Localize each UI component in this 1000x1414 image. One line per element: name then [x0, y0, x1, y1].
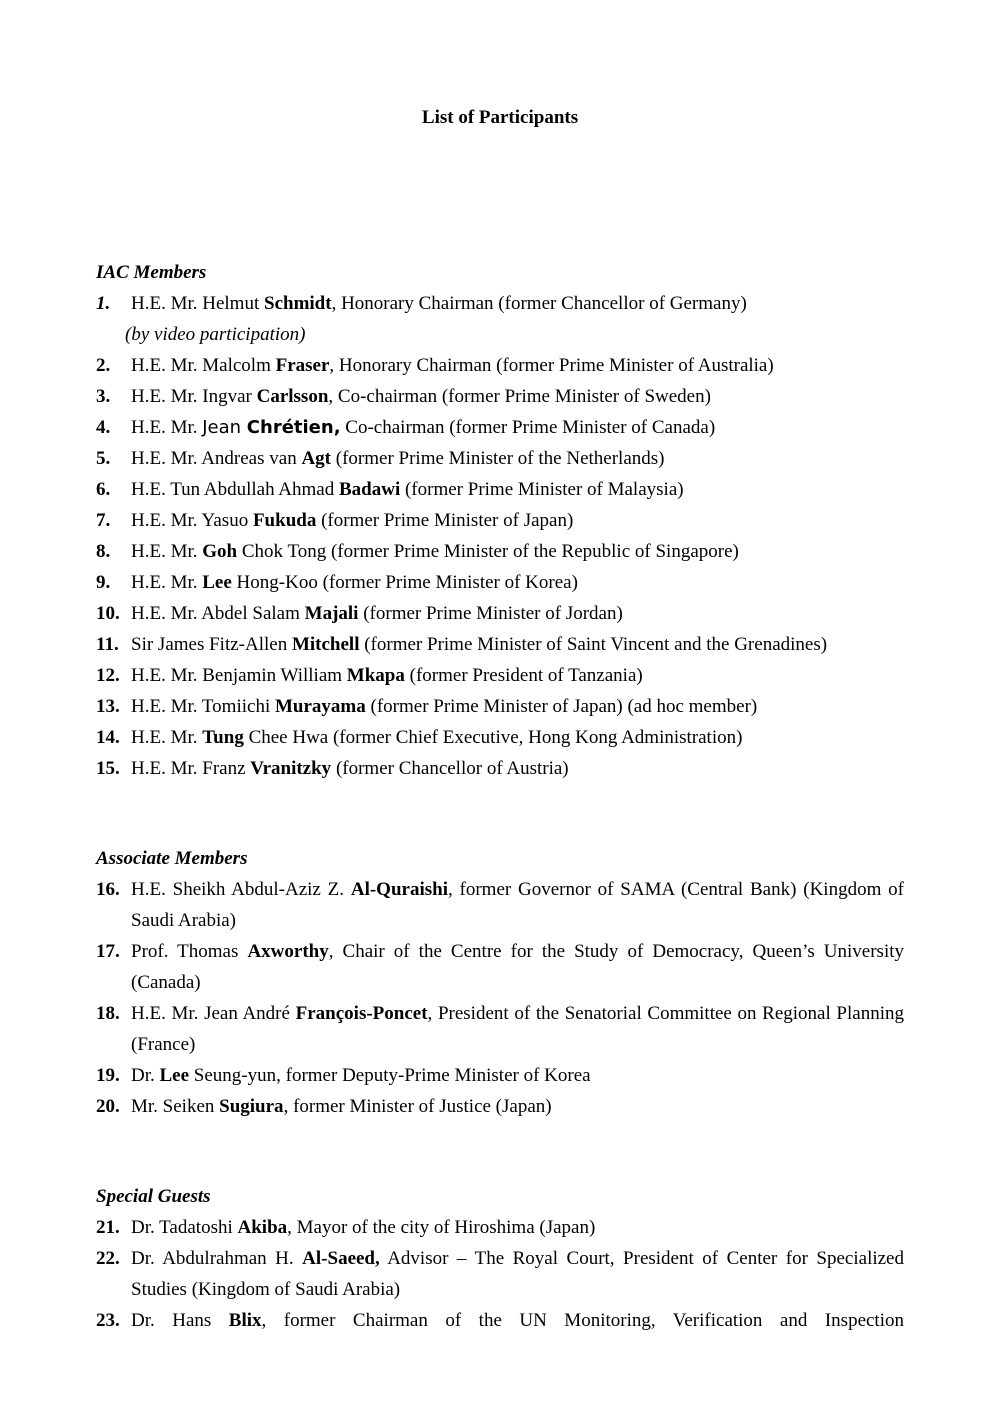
section-special-guests: [96, 1181, 904, 1336]
item-number: 11.: [96, 634, 119, 655]
surname: Lee: [202, 572, 232, 593]
list-item: [96, 598, 904, 629]
surname: Al-Saeed,: [302, 1248, 380, 1269]
list-item: [96, 660, 904, 691]
item-text: Sir James Fitz-Allen Mitchell (former Prime Minister of Saint Vincent and the Grenadines): [131, 634, 828, 655]
section-associate-members: [96, 843, 904, 1122]
list-item: [96, 1305, 904, 1336]
item-text: H.E. Mr. Malcolm Fraser, Honorary Chairman (former Prime Minister of Australia): [131, 355, 774, 376]
surname: Sugiura: [219, 1096, 284, 1117]
surname: Tung: [202, 727, 244, 748]
item-number: 16.: [96, 879, 120, 900]
participant-list: [96, 1212, 904, 1336]
item-text: H.E. Mr. Yasuo Fukuda (former Prime Minister of Japan): [131, 510, 574, 531]
given-name: Jean: [202, 417, 247, 438]
item-text: H.E. Mr. Ingvar Carlsson, Co-chairman (former Prime Minister of Sweden): [131, 386, 711, 407]
item-text: H.E. Mr. Jean André François-Poncet, President of the Senatorial Committee on Regional Planning (France): [131, 1003, 904, 1055]
surname: Agt: [301, 448, 332, 469]
surname: Blix: [228, 1310, 262, 1331]
participant-list: [96, 874, 904, 1122]
surname: Fraser: [275, 355, 330, 376]
surname: Mitchell: [291, 634, 360, 655]
item-text: Dr. Abdulrahman H. Al-Saeed, Advisor – The Royal Court, President of Center for Specialized Studies (Kingdom of Saudi Arabia): [131, 1248, 904, 1300]
surname: François-Poncet: [295, 1003, 428, 1024]
item-number: 10.: [96, 603, 120, 624]
list-item: [96, 1091, 904, 1122]
list-item: [96, 381, 904, 412]
list-item: [96, 443, 904, 474]
list-item: [96, 1060, 904, 1091]
list-item: [96, 474, 904, 505]
item-number: 18.: [96, 1003, 120, 1024]
list-item: [96, 753, 904, 784]
item-number: 20.: [96, 1096, 120, 1117]
list-item: [96, 412, 904, 443]
item-number: 19.: [96, 1065, 120, 1086]
item-number: 9.: [96, 572, 111, 593]
list-item: [96, 1212, 904, 1243]
list-item: [96, 722, 904, 753]
item-note: (by video participation): [125, 324, 306, 345]
item-text: H.E. Sheikh Abdul-Aziz Z. Al-Quraishi, former Governor of SAMA (Central Bank) (Kingdom of Saudi Arabia): [131, 879, 904, 931]
list-item: [96, 288, 904, 350]
item-number: 22.: [96, 1248, 120, 1269]
list-item: [96, 874, 904, 936]
item-text: H.E. Mr. Helmut Schmidt, Honorary Chairman (former Chancellor of Germany): [131, 293, 747, 314]
item-number: 12.: [96, 665, 120, 686]
item-number: 13.: [96, 696, 120, 717]
list-item: [96, 505, 904, 536]
item-number: 23.: [96, 1310, 120, 1331]
item-number: 8.: [96, 541, 111, 562]
item-number: 3.: [96, 386, 111, 407]
item-text: Dr. Tadatoshi Akiba, Mayor of the city of Hiroshima (Japan): [131, 1217, 596, 1238]
surname: Axworthy: [247, 941, 329, 962]
item-number: 7.: [96, 510, 111, 531]
list-item: [96, 1243, 904, 1305]
list-item: [96, 691, 904, 722]
page-title: List of Participants: [421, 107, 579, 128]
participant-list: [96, 288, 904, 784]
list-item: [96, 998, 904, 1060]
surname: Chrétien,: [246, 417, 341, 438]
section-title: Special Guests: [96, 1186, 211, 1207]
item-number: 2.: [96, 355, 111, 376]
item-number: 17.: [96, 941, 120, 962]
item-text: H.E. Mr. Goh Chok Tong (former Prime Minister of the Republic of Singapore): [131, 541, 739, 562]
item-text: Prof. Thomas Axworthy, Chair of the Centre for the Study of Democracy, Queen’s University (Canada): [131, 941, 905, 993]
list-item: [96, 629, 904, 660]
section-title: IAC Members: [96, 262, 207, 283]
list-item: [96, 567, 904, 598]
item-number: 21.: [96, 1217, 120, 1238]
item-text: H.E. Mr. Jean Chrétien, Co-chairman (former Prime Minister of Canada): [131, 417, 716, 438]
surname: Mkapa: [346, 665, 405, 686]
item-text: H.E. Mr. Andreas van Agt (former Prime Minister of the Netherlands): [131, 448, 665, 469]
surname: Akiba: [237, 1217, 288, 1238]
surname: Carlsson: [256, 386, 329, 407]
surname: Vranitzky: [250, 758, 332, 779]
item-text: H.E. Mr. Tomiichi Murayama (former Prime Minister of Japan) (ad hoc member): [131, 696, 758, 717]
item-number: 14.: [96, 727, 120, 748]
surname: Schmidt: [264, 293, 332, 314]
item-number: 5.: [96, 448, 111, 469]
surname: Al-Quraishi: [350, 879, 448, 900]
item-number: 15.: [96, 758, 120, 779]
item-text: Mr. Seiken Sugiura, former Minister of Justice (Japan): [131, 1096, 552, 1117]
item-text: H.E. Mr. Tung Chee Hwa (former Chief Executive, Hong Kong Administration): [131, 727, 743, 748]
item-text: H.E. Tun Abdullah Ahmad Badawi (former Prime Minister of Malaysia): [131, 479, 684, 500]
surname: Lee: [159, 1065, 190, 1086]
item-text: H.E. Mr. Abdel Salam Majali (former Prime Minister of Jordan): [131, 603, 623, 624]
surname: Goh: [202, 541, 238, 562]
item-text: H.E. Mr. Lee Hong-Koo (former Prime Minister of Korea): [131, 572, 578, 593]
surname: Fukuda: [252, 510, 317, 531]
list-item: [96, 536, 904, 567]
item-text: H.E. Mr. Benjamin William Mkapa (former President of Tanzania): [131, 665, 643, 686]
item-text: Dr. Lee Seung-yun, former Deputy-Prime Minister of Korea: [131, 1065, 591, 1086]
surname: Majali: [304, 603, 359, 624]
section-iac-members: [96, 257, 904, 784]
item-text: Dr. Hans Blix, former Chairman of the UN Monitoring, Verification and Inspection: [131, 1310, 904, 1331]
section-title: Associate Members: [96, 848, 248, 869]
list-item: [96, 350, 904, 381]
surname: Badawi: [338, 479, 401, 500]
list-item: [96, 936, 904, 998]
item-number: 4.: [96, 417, 111, 438]
item-number: 6.: [96, 479, 111, 500]
item-text: H.E. Mr. Franz Vranitzky (former Chancellor of Austria): [131, 758, 569, 779]
item-number: 1.: [96, 293, 111, 314]
surname: Murayama: [274, 696, 366, 717]
